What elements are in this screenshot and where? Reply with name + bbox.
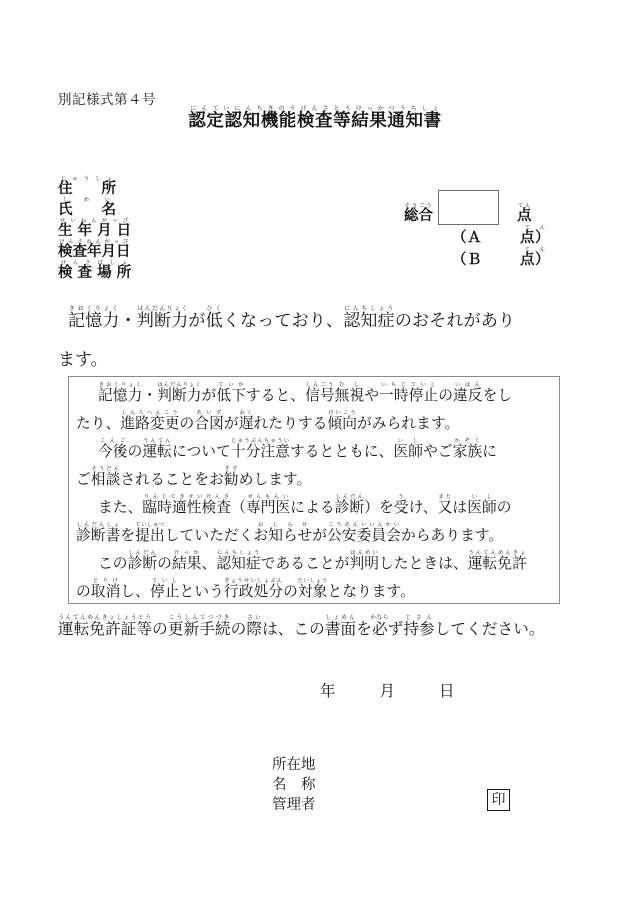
- ruby-furigana: うんてん: [142, 438, 172, 444]
- ruby-furigana: じさん: [403, 615, 435, 621]
- ruby-base: 判断力: [157, 387, 202, 404]
- score-b-unit: 点）: [520, 252, 550, 268]
- ruby-segment: [171, 550, 202, 572]
- name-furigana: しめい: [58, 197, 116, 203]
- ruby-segment: [58, 615, 153, 638]
- plain-segment: ず: [387, 620, 404, 638]
- date-year: 年: [320, 682, 336, 700]
- plain-segment: は、この: [262, 620, 325, 638]
- issuer-name-row: [272, 775, 316, 795]
- plain-segment: ご: [76, 471, 91, 488]
- ruby-base: 一時停止: [379, 387, 439, 404]
- name-label-ruby: [58, 197, 116, 218]
- plain-segment: について: [171, 443, 231, 460]
- address-furigana: じゅうしょ: [58, 176, 116, 182]
- ruby-furigana: また: [437, 494, 453, 500]
- ruby-furigana: ていか: [216, 382, 246, 388]
- ruby-segment: [467, 550, 527, 572]
- ruby-segment: [452, 438, 483, 460]
- total-score-unit-ruby: [517, 203, 532, 224]
- notice-low-ruby: [205, 305, 223, 331]
- total-score-unit: [517, 203, 532, 225]
- info-box-line: [76, 550, 556, 578]
- ruby-base: 行政処分: [223, 583, 284, 600]
- result-notice-line-2: ます。: [58, 350, 108, 370]
- issuer-address-label: 所在地: [272, 757, 316, 773]
- title-text: 認定認知機能検査等結果通知書: [188, 111, 442, 131]
- plain-segment: （: [231, 499, 246, 516]
- plain-segment: の: [76, 583, 91, 600]
- ruby-furigana: とりけ: [90, 578, 121, 584]
- plain-segment: の: [283, 583, 298, 600]
- plain-segment: するとともに、: [289, 443, 394, 460]
- exam-place-label-ruby: [58, 260, 132, 281]
- ruby-base: 臨時適性検査: [142, 499, 232, 516]
- ruby-segment: [76, 522, 121, 544]
- plain-segment: めします。: [238, 471, 312, 488]
- ruby-segment: [253, 522, 313, 544]
- ruby-furigana: いし: [393, 438, 424, 444]
- ruby-segment: [305, 382, 335, 404]
- plain-segment: ・: [142, 387, 158, 404]
- ruby-segment: [370, 615, 389, 638]
- ruby-base: 対象: [297, 583, 328, 600]
- score-a-row: [452, 225, 550, 247]
- ruby-segment: [334, 382, 365, 404]
- ruby-segment: [327, 410, 358, 432]
- ruby-furigana: いちじていし: [379, 382, 439, 388]
- ruby-furigana: けっか: [171, 550, 202, 556]
- ruby-base: 又: [437, 499, 453, 516]
- ruby-furigana: にんちしょう: [216, 550, 261, 556]
- total-score-box[interactable]: [438, 190, 499, 225]
- plain-segment: を: [356, 620, 372, 638]
- ruby-furigana: ていし: [149, 578, 180, 584]
- ruby-furigana: おしらせ: [253, 522, 313, 528]
- ruby-base: 傾向: [327, 415, 358, 432]
- notice-judgment-ruby: [136, 305, 189, 331]
- ruby-base: 認知症: [216, 555, 261, 572]
- page-title: [0, 105, 630, 132]
- ruby-segment: [223, 466, 239, 488]
- ruby-segment: [297, 578, 328, 600]
- exam-place-label: 検 査 場 所: [58, 265, 132, 281]
- notice-memory-ruby: [68, 305, 120, 331]
- birthdate-label: 生 年 月 日: [58, 223, 132, 239]
- form-number: 別記様式第４号: [58, 92, 156, 108]
- ruby-segment: [327, 522, 401, 544]
- ruby-base: 遅: [238, 415, 254, 432]
- ruby-base: 必: [370, 620, 389, 638]
- result-notice-line-1: [68, 305, 515, 331]
- score-b-label: （Ｂ: [452, 252, 482, 268]
- ruby-base: 結果: [171, 555, 202, 572]
- info-box-line: [76, 578, 556, 606]
- ruby-segment: [120, 410, 180, 432]
- plain-segment: や: [364, 387, 380, 404]
- ruby-furigana: うんてんめんきょしょうとう: [58, 615, 153, 621]
- notice-memory: 記憶力: [68, 311, 120, 331]
- field-row-name: [58, 197, 131, 218]
- plain-segment: は: [452, 499, 468, 516]
- ruby-base: 運転免許: [467, 555, 527, 572]
- ruby-segment: [349, 550, 380, 572]
- ruby-furigana: じゅうぶんちゅうい: [230, 438, 290, 444]
- ruby-segment: [135, 522, 165, 544]
- ruby-base: 際: [246, 620, 263, 638]
- ruby-base: 運転免許証等: [58, 620, 153, 638]
- ruby-furigana: りんじてきせいけんさ: [142, 494, 232, 500]
- date-day: 日: [439, 682, 455, 700]
- birthdate-furigana: せいねんがっぴ: [58, 218, 132, 224]
- ruby-furigana: しんごう: [305, 382, 335, 388]
- plain-segment: この: [98, 555, 128, 572]
- plain-segment: からあります。: [400, 527, 504, 544]
- ruby-furigana: しょめん: [324, 615, 357, 621]
- ruby-furigana: うんてんめんきょ: [467, 550, 527, 556]
- ruby-segment: [238, 410, 254, 432]
- ruby-base: 提出: [135, 527, 165, 544]
- info-box-line: [76, 522, 556, 550]
- ruby-segment: [98, 382, 143, 404]
- ruby-segment: [245, 494, 291, 516]
- ruby-furigana: こうしんてつづき: [167, 615, 231, 621]
- address-label-ruby: [58, 176, 116, 197]
- notice-dementia: 認知症: [343, 311, 395, 331]
- seal-box[interactable]: 印: [487, 789, 510, 811]
- ruby-segment: [230, 438, 290, 460]
- ruby-furigana: はんだんりょく: [157, 382, 202, 388]
- plain-segment: の: [152, 620, 168, 638]
- ruby-segment: [90, 466, 121, 488]
- issuer-manager-label: 管理者: [272, 797, 316, 813]
- exam-place-furigana: けんさばしょ: [58, 260, 132, 266]
- plain-segment: れたりする: [253, 415, 328, 432]
- ruby-base: 勧: [223, 471, 239, 488]
- info-box-line: [76, 410, 556, 438]
- ruby-base: 信号: [305, 387, 335, 404]
- ruby-base: 持参: [403, 620, 435, 638]
- ruby-base: 診断: [334, 499, 365, 516]
- info-box-line: [76, 494, 556, 522]
- total-score-unit-text: 点: [517, 208, 532, 224]
- ruby-base: 医師: [393, 443, 424, 460]
- ruby-base: 相談: [90, 471, 121, 488]
- ruby-base: 診断: [127, 555, 158, 572]
- plain-segment: の: [179, 415, 195, 432]
- exam-date-label: 検査年月日: [58, 244, 131, 260]
- total-score-label-text: 総合: [404, 208, 433, 224]
- ruby-base: 取消: [90, 583, 121, 600]
- ruby-furigana: かなら: [370, 615, 389, 621]
- issuer-manager-row: [272, 795, 316, 815]
- ruby-segment: [324, 615, 357, 638]
- plain-segment: であることが: [260, 555, 350, 572]
- plain-segment: 、: [201, 555, 217, 572]
- ruby-segment: [334, 494, 365, 516]
- ruby-segment: [452, 382, 483, 404]
- score-b-unit-ruby: [520, 247, 550, 268]
- plain-segment: をし: [482, 387, 513, 404]
- plain-segment: したときは、: [379, 555, 468, 572]
- field-row-exam-place: [58, 260, 131, 281]
- plain-segment: してください。: [434, 620, 545, 638]
- ruby-base: お知らせ: [253, 527, 313, 544]
- field-row-address: [58, 176, 131, 197]
- notice-mid: くなっており、: [222, 311, 344, 331]
- ruby-furigana: はんめい: [349, 550, 379, 556]
- ruby-base: 運転: [142, 443, 172, 460]
- ruby-furigana: きおくりょく: [98, 382, 143, 388]
- ruby-base: 今後: [98, 443, 128, 460]
- plain-segment: を: [120, 527, 136, 544]
- plain-segment: という: [179, 583, 224, 600]
- total-score-unit-furigana: てん: [517, 203, 532, 209]
- ruby-furigana: しんろへんこう: [120, 410, 180, 416]
- exam-date-label-ruby: [58, 239, 131, 260]
- ruby-base: 家族: [452, 443, 483, 460]
- ruby-base: 停止: [149, 583, 180, 600]
- ruby-segment: [167, 615, 231, 638]
- plain-segment: の: [496, 499, 512, 516]
- ruby-segment: [194, 410, 224, 432]
- score-b-unit-furigana: てん: [520, 247, 550, 253]
- issuer-name-label: 名 称: [272, 777, 316, 793]
- ruby-segment: [90, 578, 121, 600]
- ruby-segment: [393, 494, 409, 516]
- plain-segment: していただく: [164, 527, 254, 544]
- plain-segment: また、: [98, 499, 143, 516]
- date-line: [320, 679, 455, 701]
- ruby-base: 更新手続: [167, 620, 231, 638]
- total-score-furigana: そうごう: [404, 203, 433, 209]
- ruby-segment: [127, 550, 158, 572]
- ruby-segment: [142, 494, 232, 516]
- info-box-line: [76, 438, 556, 466]
- ruby-base: 受: [393, 499, 409, 516]
- plain-segment: の: [230, 620, 247, 638]
- ruby-segment: [437, 494, 453, 516]
- info-box-text: [76, 382, 556, 606]
- address-label: 住 所: [58, 181, 116, 197]
- notice-low: 低: [205, 311, 223, 331]
- ruby-furigana: う: [393, 494, 409, 500]
- ruby-base: 低下: [216, 387, 246, 404]
- score-a-unit-ruby: [520, 225, 550, 246]
- notice-low-furigana: ひく: [205, 305, 223, 312]
- ruby-base: 専門医: [245, 499, 291, 516]
- total-score-label-ruby: [404, 203, 433, 224]
- ruby-segment: [393, 438, 424, 460]
- info-box-line: [76, 466, 556, 494]
- ruby-furigana: ていしゅつ: [135, 522, 165, 528]
- ruby-segment: [142, 438, 172, 460]
- ruby-segment: [246, 615, 263, 638]
- ruby-furigana: こうあんいいんかい: [327, 522, 401, 528]
- name-label: 氏 名: [58, 202, 116, 218]
- score-a-unit: 点）: [520, 230, 550, 246]
- plain-segment: け、: [408, 499, 438, 516]
- notice-tail: のおそれがあり: [394, 311, 516, 331]
- ruby-furigana: いし: [467, 494, 497, 500]
- info-box-line: [76, 382, 556, 410]
- ruby-segment: [223, 578, 284, 600]
- birthdate-label-ruby: [58, 218, 132, 239]
- ruby-furigana: おく: [238, 410, 254, 416]
- plain-segment: されることをお: [120, 471, 224, 488]
- ruby-furigana: せんもんい: [245, 494, 291, 500]
- ruby-furigana: いはん: [452, 382, 483, 388]
- ruby-furigana: むし: [334, 382, 365, 388]
- ruby-base: 診断書: [76, 527, 121, 544]
- ruby-base: 進路変更: [120, 415, 180, 432]
- total-score-label: [404, 203, 433, 225]
- ruby-furigana: けいこう: [327, 410, 358, 416]
- ruby-base: 医師: [467, 499, 497, 516]
- plain-segment: の: [157, 555, 172, 572]
- plain-segment: の: [438, 387, 453, 404]
- ruby-furigana: あいず: [194, 410, 224, 416]
- carry-notice: [58, 615, 545, 639]
- plain-segment: ）を: [364, 499, 394, 516]
- issuer-block: [272, 755, 316, 815]
- plain-segment: たり、: [76, 415, 121, 432]
- ruby-furigana: そうだん: [90, 466, 121, 472]
- ruby-segment: [216, 382, 246, 404]
- issuer-address-row: [272, 755, 316, 775]
- score-a-label: （Ａ: [452, 230, 482, 246]
- ruby-furigana: こんご: [98, 438, 128, 444]
- score-b-row: [452, 247, 550, 269]
- title-ruby: [188, 105, 442, 131]
- plain-segment: による: [290, 499, 335, 516]
- notice-dementia-furigana: にんちしょう: [343, 305, 395, 312]
- exam-date-furigana: けんさねんがっぴ: [58, 239, 131, 245]
- ruby-segment: [216, 550, 261, 572]
- ruby-furigana: たいしょう: [297, 578, 328, 584]
- ruby-base: 十分注意: [230, 443, 290, 460]
- notice-ga: が: [188, 311, 206, 331]
- ruby-base: 判明: [349, 555, 380, 572]
- notice-judgment: 判断力: [136, 311, 189, 331]
- ruby-segment: [149, 578, 180, 600]
- ruby-base: 違反: [452, 387, 483, 404]
- plain-segment: やご: [423, 443, 453, 460]
- plain-segment: に: [482, 443, 498, 460]
- notice-judgment-furigana: はんだんりょく: [136, 305, 189, 312]
- notice-dementia-ruby: [343, 305, 395, 331]
- ruby-segment: [379, 382, 439, 404]
- ruby-base: 公安委員会: [327, 527, 401, 544]
- field-label-column: [58, 176, 131, 281]
- ruby-segment: [157, 382, 202, 404]
- notice-memory-furigana: きおくりょく: [68, 305, 120, 312]
- ruby-segment: [403, 615, 435, 638]
- score-a-unit-furigana: てん: [520, 225, 550, 231]
- plain-segment: となります。: [327, 583, 415, 600]
- field-row-birthdate: [58, 218, 131, 239]
- plain-segment: し、: [120, 583, 150, 600]
- field-row-exam-date: [58, 239, 131, 260]
- ruby-furigana: さい: [246, 615, 263, 621]
- title-furigana: にんていにんちきのうけんさとうけっかつうちしょ: [188, 105, 442, 112]
- ruby-base: 合図: [194, 415, 224, 432]
- ruby-furigana: すす: [223, 466, 239, 472]
- plain-segment: すると、: [245, 387, 306, 404]
- plain-segment: が: [201, 387, 217, 404]
- plain-segment: がみられます。: [357, 415, 460, 432]
- ruby-furigana: しんだん: [127, 550, 158, 556]
- plain-segment: の: [127, 443, 143, 460]
- ruby-furigana: かぞく: [452, 438, 483, 444]
- ruby-segment: [467, 494, 497, 516]
- ruby-base: 無視: [334, 387, 365, 404]
- plain-segment: が: [312, 527, 327, 544]
- date-month: 月: [379, 682, 396, 700]
- ruby-furigana: しんだん: [334, 494, 365, 500]
- plain-segment: が: [223, 415, 239, 432]
- ruby-base: 書面: [324, 620, 357, 638]
- ruby-furigana: ぎょうせいしょぶん: [223, 578, 284, 584]
- ruby-furigana: しんだんしょ: [76, 522, 121, 528]
- ruby-base: 記憶力: [98, 387, 143, 404]
- notice-sep: ・: [119, 311, 137, 331]
- ruby-segment: [98, 438, 128, 460]
